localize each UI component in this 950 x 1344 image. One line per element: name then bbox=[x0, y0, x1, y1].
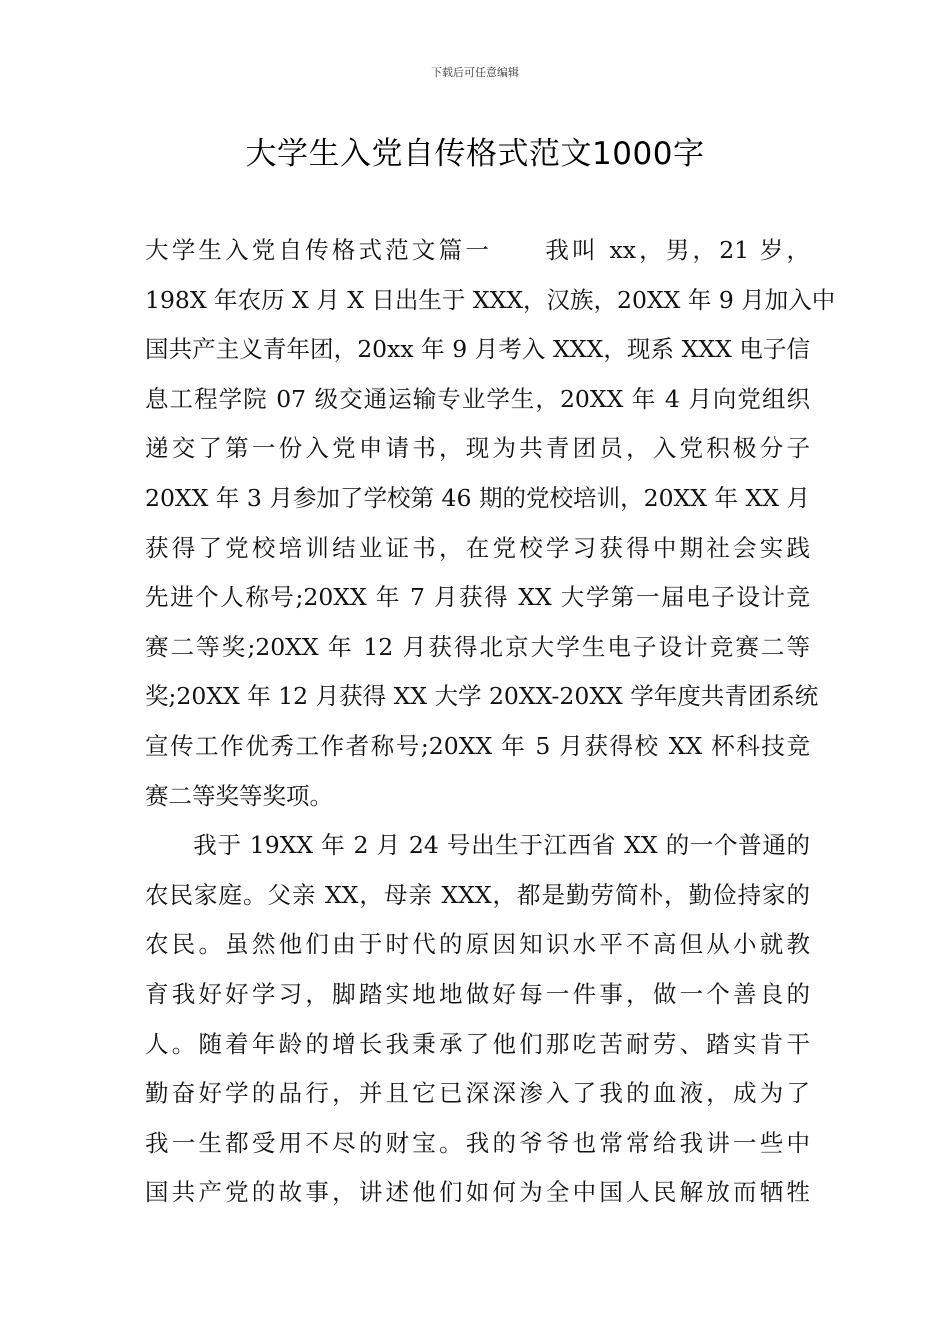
text-line: 获得了党校培训结业证书，在党校学习获得中期社会实践 bbox=[145, 533, 810, 562]
text-line: 人。随着年龄的增长我秉承了他们那吃苦耐劳、踏实肯干 bbox=[145, 1029, 810, 1058]
text-line: 农民。虽然他们由于时代的原因知识水平不高但从小就教 bbox=[145, 930, 810, 959]
text-line: 20XX 年 3 月参加了学校第 46 期的党校培训，20XX 年 XX 月 bbox=[145, 483, 810, 512]
text-line: 递交了第一份入党申请书，现为共青团员，入党积极分子 bbox=[145, 434, 810, 463]
paragraph-2 bbox=[145, 821, 810, 1218]
text-line: 宣传工作优秀工作者称号;20XX 年 5 月获得校 XX 杯科技竞 bbox=[145, 731, 810, 760]
document-title: 大学生入党自传格式范文1000字 bbox=[245, 136, 705, 172]
text-line: 奖;20XX 年 12 月获得 XX 大学 20XX-20XX 学年度共青团系统 bbox=[145, 682, 819, 711]
document-body bbox=[145, 226, 836, 1218]
text-line: 勤奋好学的品行，并且它已深深渗入了我的血液，成为了 bbox=[145, 1079, 810, 1108]
text-line: 赛二等奖等奖项。 bbox=[145, 781, 333, 810]
text-line: 国共产党的故事，讲述他们如何为全中国人民解放而牺牲 bbox=[145, 1178, 810, 1207]
text-line: 育我好好学习，脚踏实地地做好每一件事，做一个善良的 bbox=[145, 979, 810, 1008]
text-line: 赛二等奖;20XX 年 12 月获得北京大学生电子设计竞赛二等 bbox=[145, 632, 810, 661]
text-line: 先进个人称号;20XX 年 7 月获得 XX 大学第一届电子设计竞 bbox=[145, 583, 810, 612]
text-line: 198X 年农历 X 月 X 日出生于 XXX，汉族，20XX 年 9 月加入中 bbox=[145, 285, 836, 314]
text-line: 我一生都受用不尽的财宝。我的爷爷也常常给我讲一些中 bbox=[145, 1128, 810, 1157]
text-line: 我于 19XX 年 2 月 24 号出生于江西省 XX 的一个普通的 bbox=[145, 831, 810, 860]
text-line: 息工程学院 07 级交通运输专业学生，20XX 年 4 月向党组织 bbox=[145, 384, 810, 413]
text-line: 国共产主义青年团，20xx 年 9 月考入 XXX，现系 XXX 电子信 bbox=[145, 335, 810, 364]
paragraph-1 bbox=[145, 226, 836, 821]
text-line: 农民家庭。父亲 XX，母亲 XXX，都是勤劳简朴，勤俭持家的 bbox=[145, 880, 810, 909]
text-line: 大学生入党自传格式范文篇一 我叫 xx，男，21 岁， bbox=[145, 236, 810, 264]
header-note: 下载后可任意编辑 bbox=[431, 66, 519, 79]
